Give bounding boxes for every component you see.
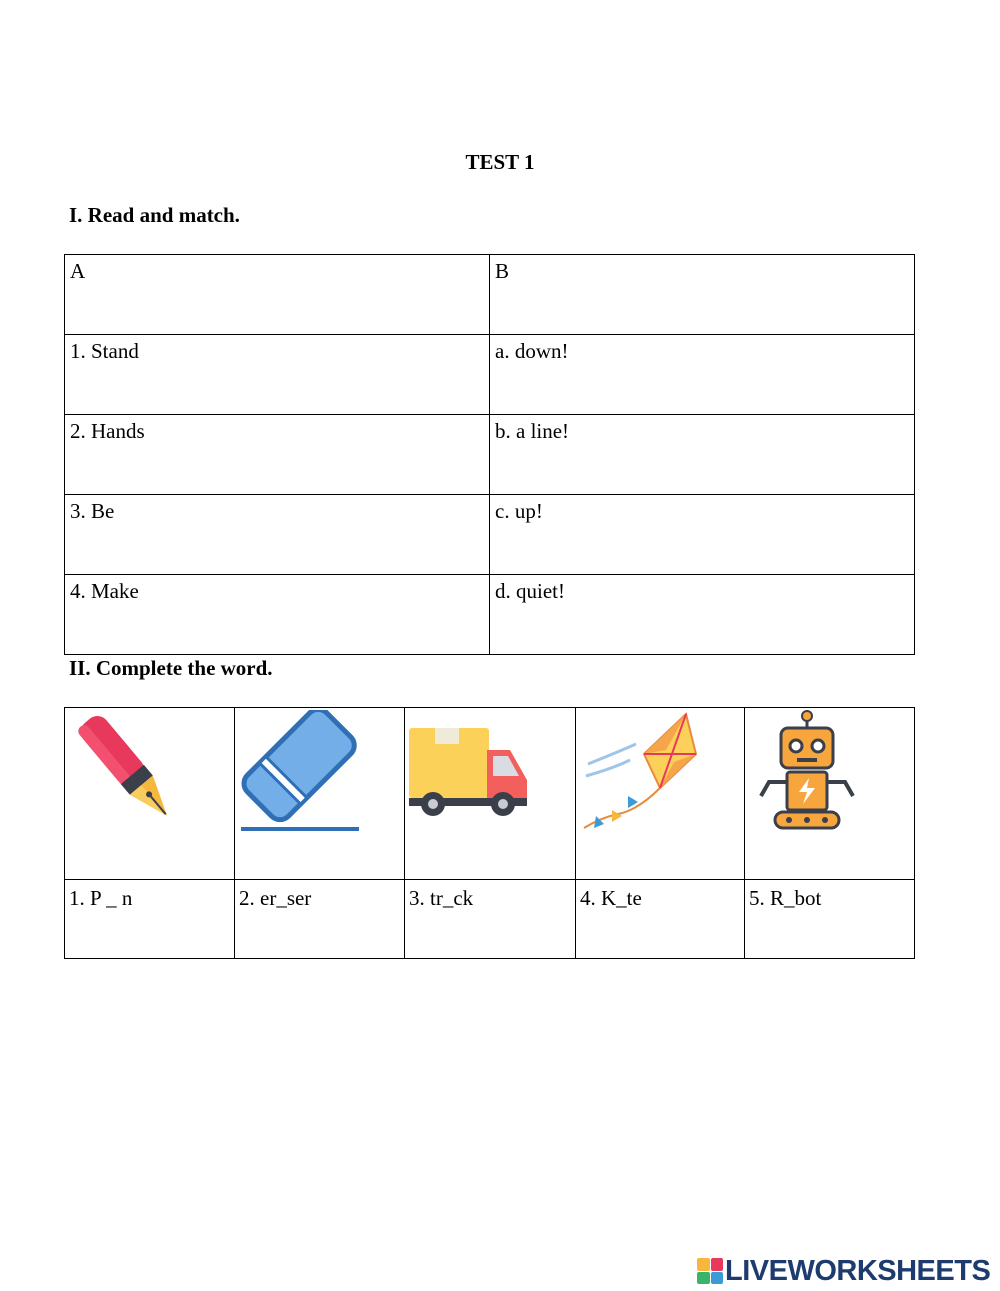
- column-a-header: A: [65, 255, 490, 335]
- match-item-a[interactable]: 1. Stand: [65, 335, 490, 415]
- pen-icon: [67, 710, 192, 835]
- match-item-b[interactable]: b. a line!: [490, 415, 915, 495]
- column-b-header: B: [490, 255, 915, 335]
- truck-icon: [407, 710, 532, 835]
- picture-row: [65, 708, 915, 880]
- word-blank-cell[interactable]: 5. R_bot: [745, 880, 915, 959]
- logo-mark-icon: [697, 1258, 723, 1284]
- match-item-a[interactable]: 2. Hands: [65, 415, 490, 495]
- word-blank-cell[interactable]: 3. tr_ck: [405, 880, 576, 959]
- table-row: [65, 335, 915, 415]
- picture-cell: [65, 708, 235, 880]
- table-row: [65, 575, 915, 655]
- word-blank-cell[interactable]: 2. er_ser: [235, 880, 405, 959]
- match-item-b[interactable]: d. quiet!: [490, 575, 915, 655]
- word-table: [64, 707, 915, 959]
- match-item-b[interactable]: c. up!: [490, 495, 915, 575]
- match-item-b[interactable]: a. down!: [490, 335, 915, 415]
- table-row: [65, 495, 915, 575]
- picture-cell: [745, 708, 915, 880]
- word-row: [65, 880, 915, 959]
- logo-text: LIVEWORKSHEETS: [725, 1254, 991, 1287]
- word-blank-cell[interactable]: 1. P _ n: [65, 880, 235, 959]
- word-blank-cell[interactable]: 4. K_te: [576, 880, 745, 959]
- section-1-heading: I. Read and match.: [69, 203, 240, 227]
- page-title: TEST 1: [465, 150, 535, 174]
- table-row: [65, 415, 915, 495]
- match-item-a[interactable]: 3. Be: [65, 495, 490, 575]
- picture-cell: [235, 708, 405, 880]
- kite-icon: [578, 710, 703, 835]
- picture-cell: [576, 708, 745, 880]
- eraser-icon: [237, 710, 362, 835]
- liveworksheets-logo: [697, 1254, 990, 1288]
- match-item-a[interactable]: 4. Make: [65, 575, 490, 655]
- section-2-heading: II. Complete the word.: [69, 656, 273, 680]
- match-table: [64, 254, 915, 655]
- table-header-row: [65, 255, 915, 335]
- robot-icon: [747, 710, 872, 835]
- picture-cell: [405, 708, 576, 880]
